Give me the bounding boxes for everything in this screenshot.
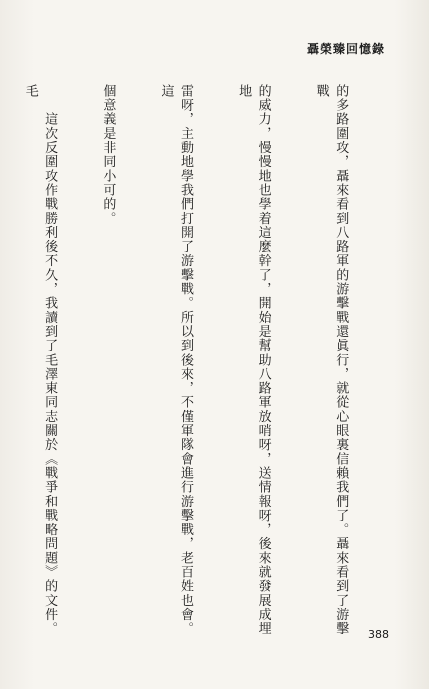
text-column: 的威力，慢慢地也學着這麼幹了，開始是幫助八路軍放哨呀，送情報呀，後來就發展成埋地 <box>236 84 271 636</box>
body-text <box>0 84 389 644</box>
running-header: 聶榮臻回憶錄 <box>306 42 385 56</box>
text-column: 個意義是非同小可的。 <box>100 84 116 226</box>
text-column: 的多路圍攻，聶來看到八路軍的游擊戰還眞行，就從心眼裏信賴我們了。聶來看到了游擊戰 <box>313 84 349 636</box>
text-column: 雷呀，主動地學我們打開了游擊戰。所以到後來，不僅軍隊會進行游擊戰，老百姓也會。這 <box>158 84 193 636</box>
text-column: 這次反圍攻作戰勝利後不久，我讀到了毛澤東同志關於《戰爭和戰略問題》的文件。毛 <box>22 84 58 636</box>
page-number: 388 <box>368 628 389 641</box>
